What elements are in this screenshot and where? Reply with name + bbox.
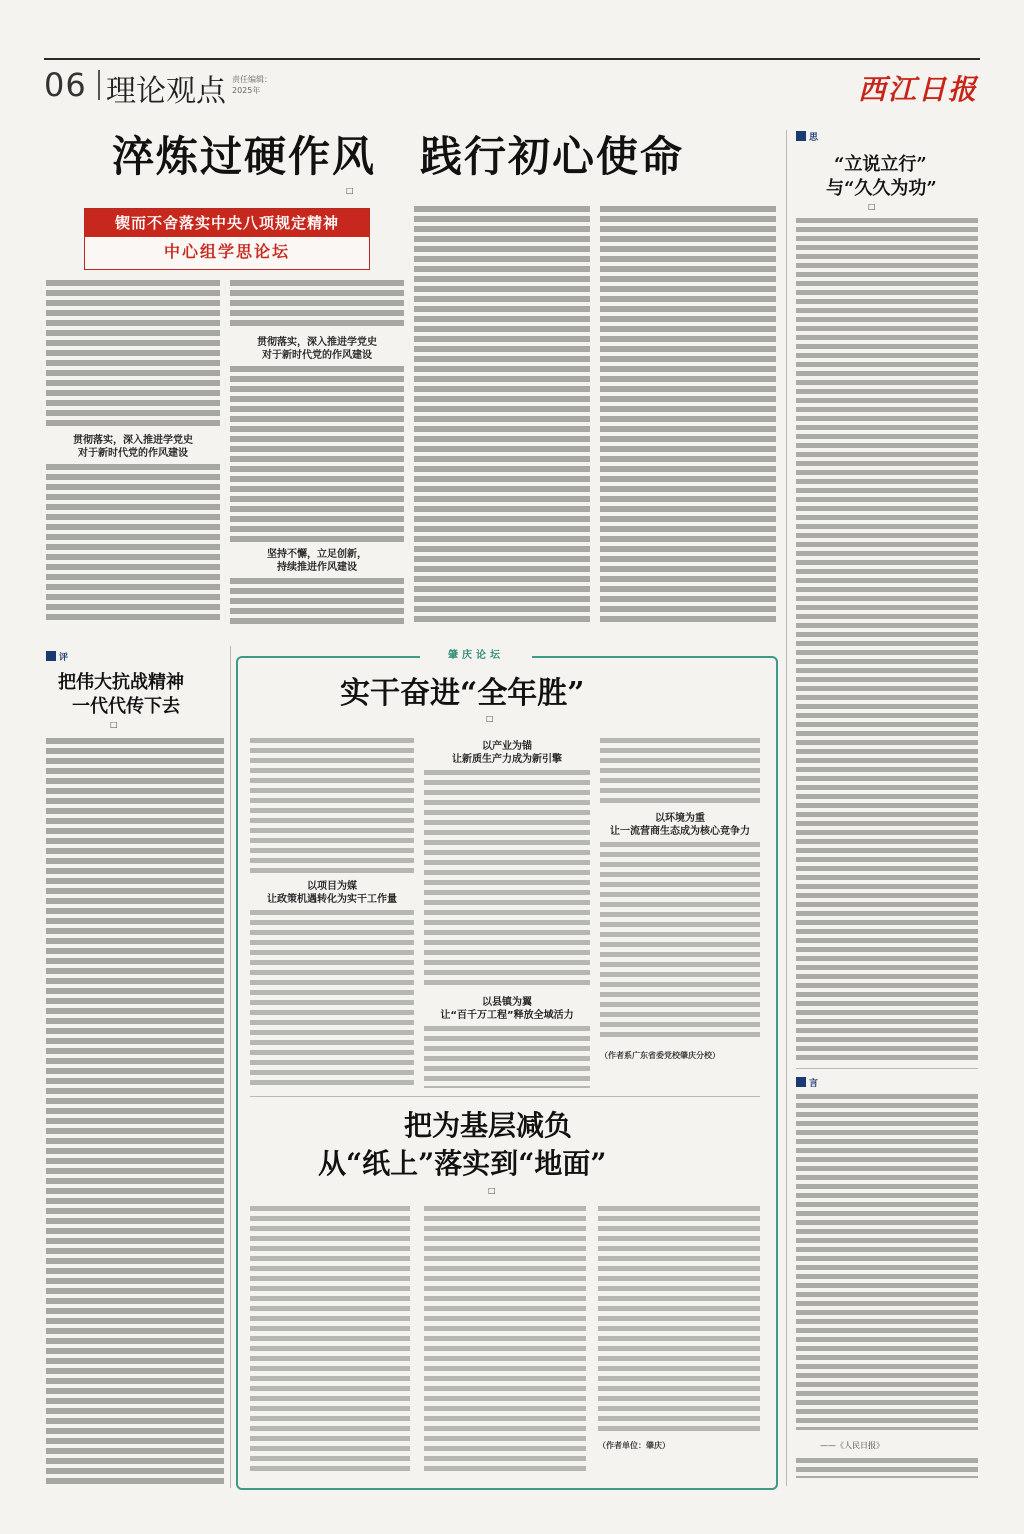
main-subhead-2	[230, 336, 404, 362]
article2-body-col3	[598, 1206, 760, 1434]
main-headline: 淬炼过硬作风 践行初心使命	[112, 132, 685, 181]
forum-subhead-4a: 以县镇为翼	[482, 997, 532, 1008]
forum-subhead-4b: 让“百千万工程”释放全域活力	[440, 1010, 574, 1021]
forum-body-col1a	[250, 738, 414, 876]
editor-line: 责任编辑：	[232, 75, 272, 84]
bottom-right-source: ——《人民日报》	[820, 1441, 884, 1450]
main-subhead-1a: 贯彻落实，深入推进学党史	[73, 435, 193, 446]
header-separator	[98, 70, 100, 100]
header-rule	[44, 58, 980, 60]
main-subhead-2a: 贯彻落实，深入推进学党史	[257, 337, 377, 348]
forum-author-note: （作者系广东省委党校肇庆分校）	[600, 1051, 720, 1060]
left-column-rule	[230, 646, 231, 1488]
header-meta	[232, 74, 272, 96]
main-body-col1b	[46, 464, 220, 624]
forum-subhead-1	[424, 740, 590, 766]
bottom-right-label: 言	[796, 1076, 818, 1089]
main-body-col3	[414, 206, 590, 626]
main-body-col2b	[230, 366, 404, 544]
left-column-body	[46, 738, 224, 1488]
forum-tag: 肇庆论坛	[420, 648, 532, 664]
main-subhead-1b: 对于新时代党的作风建设	[78, 448, 188, 459]
main-subhead-3a: 坚持不懈，立足创新，	[267, 549, 367, 560]
right-column-divider	[796, 1068, 978, 1069]
article2-body-col1	[250, 1206, 410, 1474]
right-column-title-2: 与“久久为功”	[826, 178, 937, 199]
article2-body-col2	[424, 1206, 586, 1474]
forum-subhead-1b: 让新质生产力成为新引擎	[452, 754, 562, 765]
forum-subhead-2b: 让政策机遇转化为实干工作量	[267, 894, 397, 905]
right-column-rule	[786, 130, 787, 1486]
main-subhead-1	[46, 434, 220, 460]
column-banner	[84, 208, 370, 270]
date-line: 2025年	[232, 86, 261, 95]
banner-bottom: 中心组学思论坛	[163, 242, 290, 261]
main-subhead-3	[230, 548, 404, 574]
forum-title: 实干奋进“全年胜”	[340, 676, 585, 711]
forum-subhead-3b: 让一流营商生态成为核心竞争力	[610, 826, 750, 837]
forum-byline: □	[486, 714, 494, 723]
forum-subhead-3a: 以环境为重	[655, 813, 705, 824]
forum-subhead-2a: 以项目为媒	[307, 881, 357, 892]
article2-title-1: 把为基层减负	[404, 1109, 573, 1142]
right-column-title-1: “立说立行”	[834, 154, 927, 175]
main-subhead-2b: 对于新时代党的作风建设	[262, 350, 372, 361]
forum-subhead-2	[250, 880, 414, 906]
article2-title-2: 从“纸上”落实到“地面”	[318, 1147, 607, 1180]
section-title: 理论观点	[106, 74, 226, 109]
forum-subhead-4	[424, 996, 590, 1022]
main-body-col4	[600, 206, 776, 626]
right-column-label: 思	[796, 130, 818, 143]
main-body-col1	[46, 280, 220, 430]
forum-body-col2b	[424, 1026, 590, 1088]
right-column-body	[796, 218, 978, 1060]
bottom-right-footnote	[796, 1458, 978, 1478]
left-column-title-1: 把伟大抗战精神	[58, 672, 184, 693]
label-block-icon-3	[46, 651, 56, 661]
forum-body-col3b	[600, 842, 760, 1042]
forum-body-col3a	[600, 738, 760, 804]
forum-body-col2a	[424, 770, 590, 990]
main-subhead-3b: 持续推进作风建设	[277, 562, 357, 573]
article2-note: （作者单位：肇庆）	[598, 1441, 670, 1450]
bottom-right-body	[796, 1094, 978, 1430]
left-column-byline: □	[110, 720, 118, 729]
forum-subhead-3	[600, 812, 760, 838]
article2-byline: □	[488, 1186, 496, 1195]
main-body-col2c	[230, 578, 404, 626]
main-byline: □	[346, 186, 354, 195]
main-body-col2	[230, 280, 404, 330]
left-column-label: 评	[46, 650, 68, 663]
forum-divider	[250, 1096, 760, 1097]
forum-subhead-1a: 以产业为锚	[482, 741, 532, 752]
left-column-title-2: 一代代传下去	[72, 696, 180, 717]
page-number: 06	[44, 66, 87, 104]
label-block-icon	[796, 131, 806, 141]
label-block-icon-2	[796, 1077, 806, 1087]
banner-top: 锲而不舍落实中央八项规定精神	[85, 209, 369, 237]
right-column-byline: □	[868, 202, 876, 211]
newspaper-logo: 西江日报	[857, 73, 978, 106]
forum-body-col1b	[250, 910, 414, 1088]
